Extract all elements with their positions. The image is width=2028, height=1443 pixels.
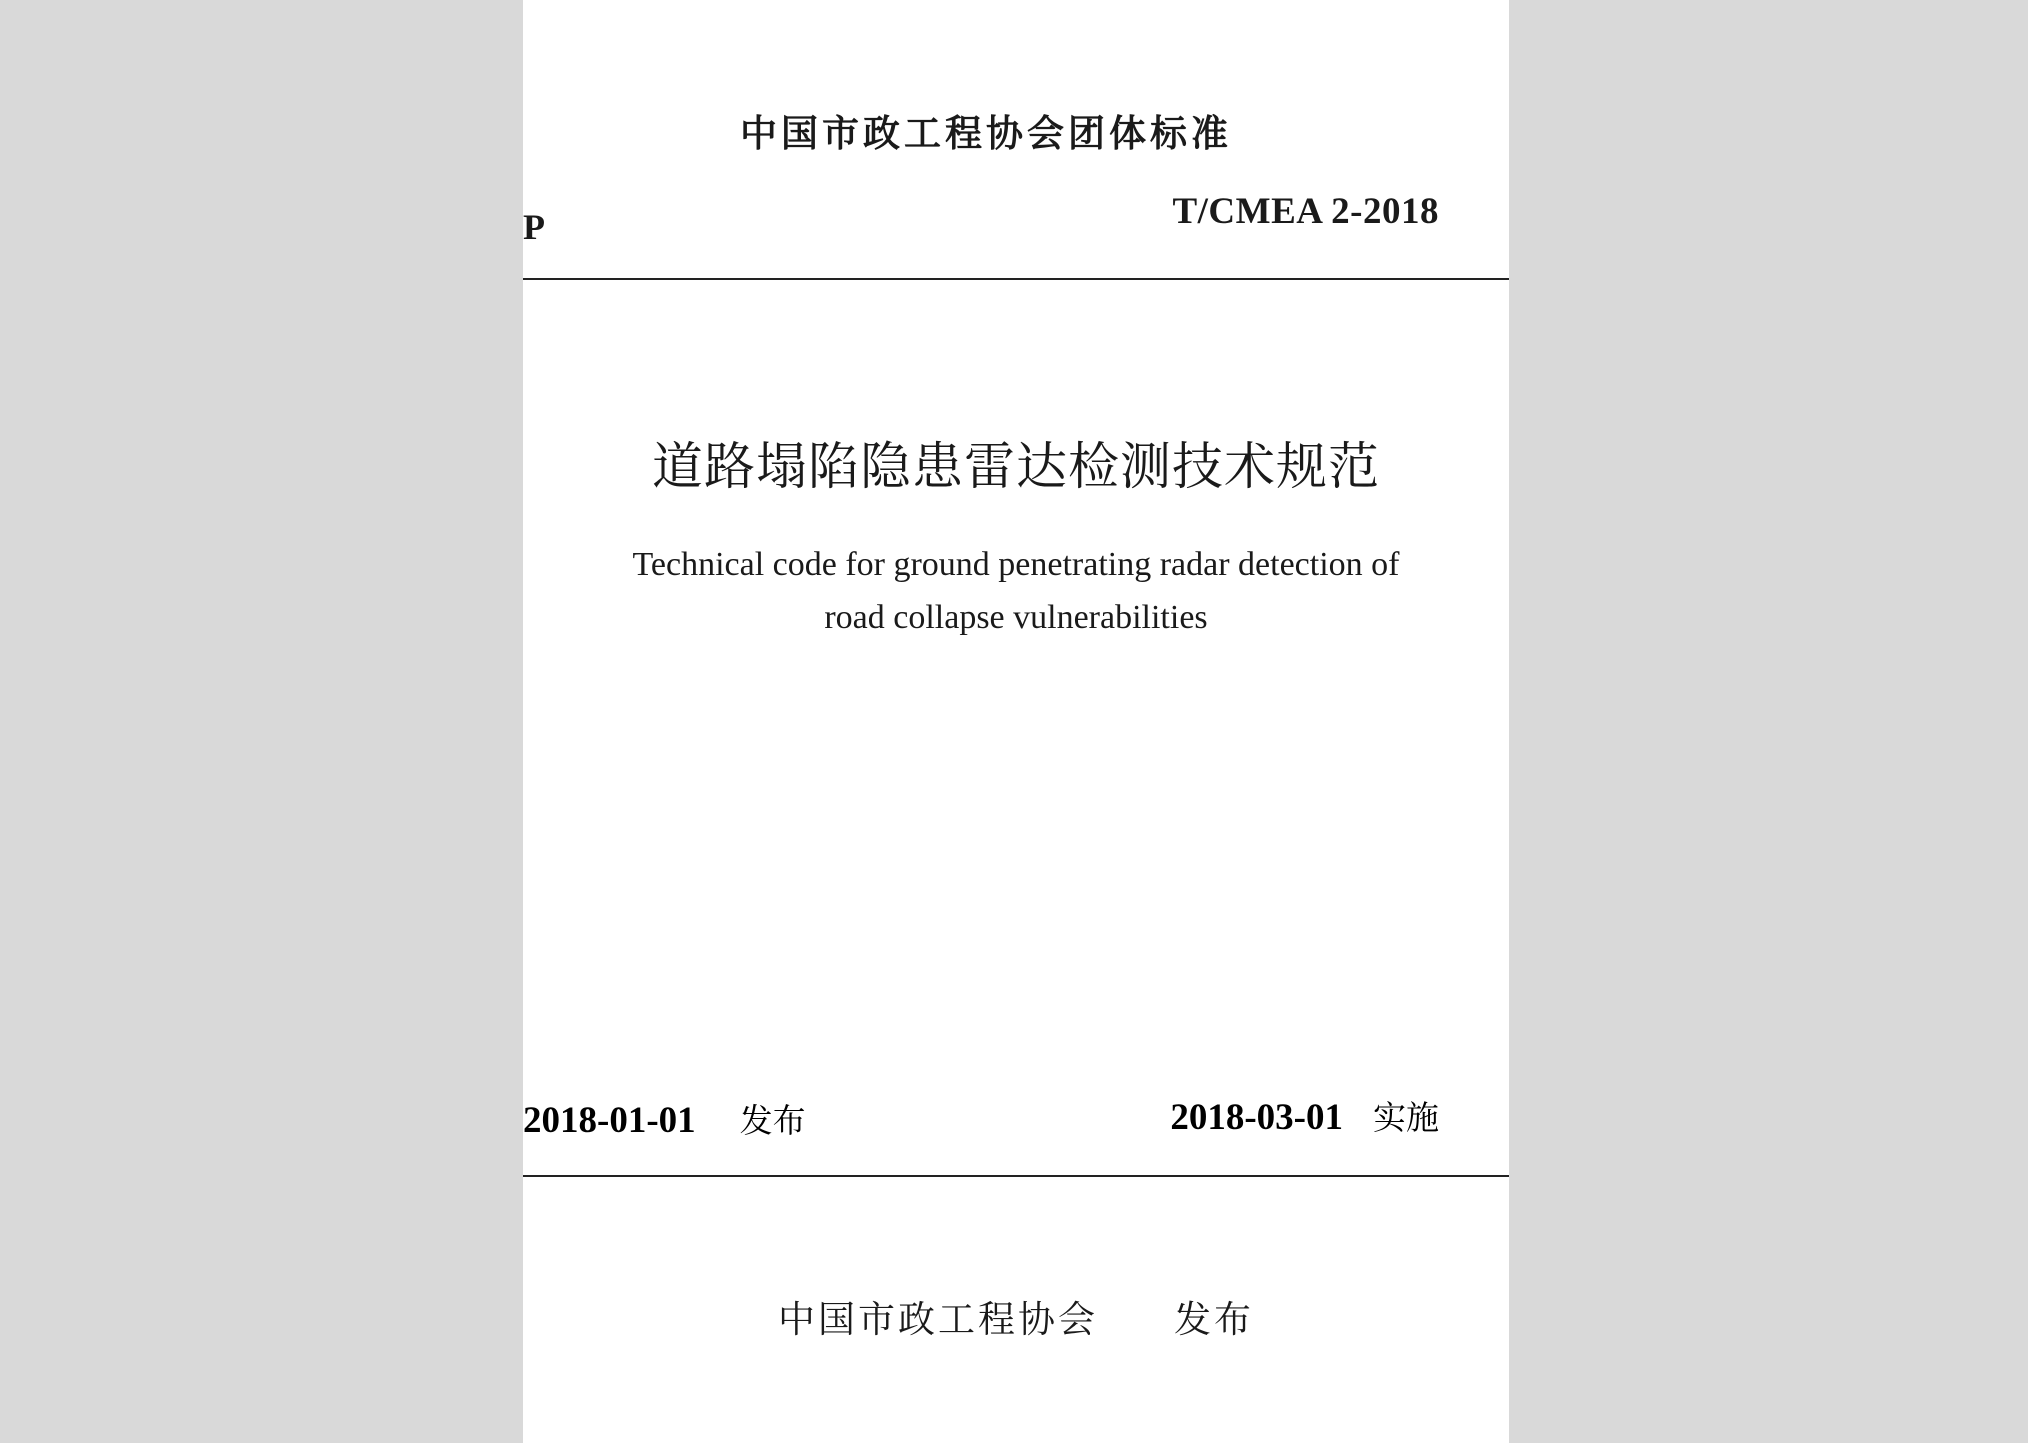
organization-standard-heading: 中国市政工程协会团体标准 (740, 112, 1232, 155)
issue-date-row (523, 1095, 806, 1142)
standard-number: T/CMEA 2-2018 (1172, 191, 1439, 232)
english-title-line-2: road collapse vulnerabilities (824, 599, 1208, 636)
standard-cover-page (523, 0, 1509, 1443)
english-title-line-1: Technical code for ground penetrating radar detection of (632, 546, 1400, 583)
implementation-date: 2018-03-01 (1170, 1097, 1343, 1138)
issue-date: 2018-01-01 (523, 1100, 696, 1141)
implementation-label: 实施 (1373, 1098, 1439, 1137)
publisher-name: 中国市政工程协会 (778, 1298, 1098, 1341)
english-title (523, 538, 1509, 644)
publish-label: 发布 (1174, 1298, 1254, 1341)
bottom-divider (523, 1175, 1509, 1177)
issue-label: 发布 (739, 1101, 806, 1140)
top-divider (523, 278, 1509, 280)
classification-code: P (523, 207, 545, 247)
publisher-footer (523, 1289, 1509, 1343)
chinese-title: 道路塌陷隐患雷达检测技术规范 (651, 438, 1380, 497)
implementation-date-row (1170, 1092, 1439, 1139)
